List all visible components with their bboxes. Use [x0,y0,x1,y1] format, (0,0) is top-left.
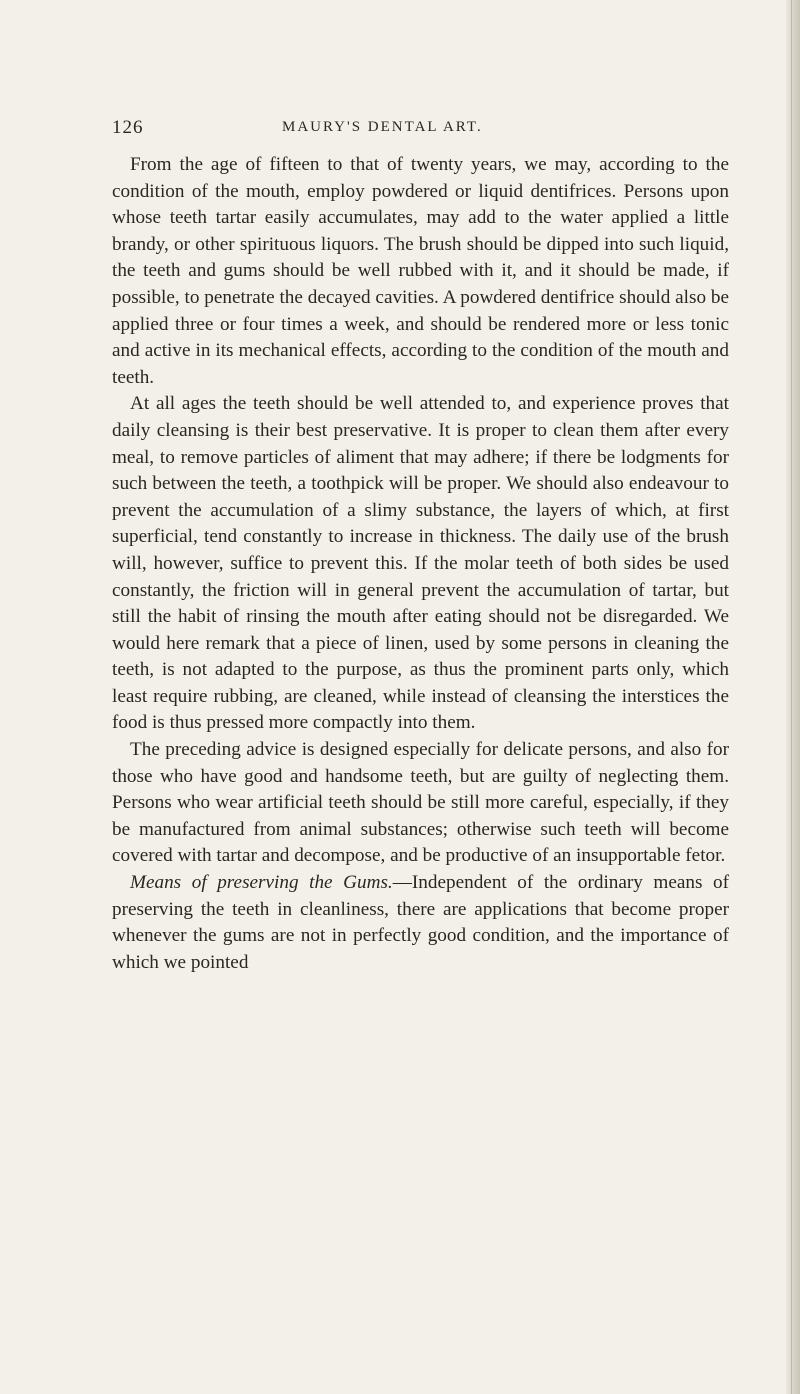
paragraph-preserving-gums [112,870,729,976]
page-number: 126 [112,117,144,138]
paragraph-dentifrices [112,152,729,391]
running-head [112,117,728,145]
body-text [112,152,729,976]
section-sidehead: Means of preserving the Gums. [130,872,393,894]
page-edge [786,0,800,1394]
paragraph-text: From the age of fifteen to that of twenty years, we may, according to the condition of the mouth, employ powdered or liquid dentifrices. Persons upon whose teeth tartar easily accumulates, may add to the water applied a little brandy, or other spirituous liquors. The brush should be dipped into such liquid, the teeth and gums should be well rubbed with it, and it should be made, if possible, to penetrate the decayed cavities. A powdered dentifrice should also be applied three or four times a week, and should be rendered more or less tonic and active in its mechanical effects, according to the condition of the mouth and teeth. [112,154,729,388]
running-title: MAURY'S DENTAL ART. [282,119,483,135]
paragraph-daily-cleansing [112,391,729,737]
paragraph-text: —Independent of the ordinary means of preserving the teeth in cleanliness, there are applications that become proper whenever the gums are not in perfectly good condition, and the importance of which we pointed [112,872,729,973]
page-edge-line [791,0,792,1394]
paragraph-text: At all ages the teeth should be well attended to, and experience proves that daily cleansing is their best preservative. It is proper to clean them after every meal, to remove particles of aliment that may adhere; if there be lodgments for such between the teeth, a toothpick will be proper. We should also endeavour to prevent the accumulation of a slimy substance, the layers of which, at first superficial, tend constantly to increase in thickness. The daily use of the brush will, however, suffice to prevent this. If the molar teeth of both sides be used constantly, the friction will in general prevent the accumulation of tartar, but still the habit of rinsing the mouth after eating should not be disregarded. We would here remark that a piece of linen, used by some persons in cleaning the teeth, is not adapted to the purpose, as thus the prominent parts only, which least require rubbing, are cleaned, while instead of cleansing the interstices the food is thus pressed more compactly into them. [112,393,729,734]
paragraph-text: The preceding advice is designed especially for delicate persons, and also for those who have good and handsome teeth, but are guilty of neglecting them. Persons who wear artificial teeth should be still more careful, especially, if they be manufactured from animal substances; otherwise such teeth will become covered with tartar and decompose, and be productive of an insupportable fetor. [112,739,729,867]
paragraph-artificial-teeth [112,737,729,870]
